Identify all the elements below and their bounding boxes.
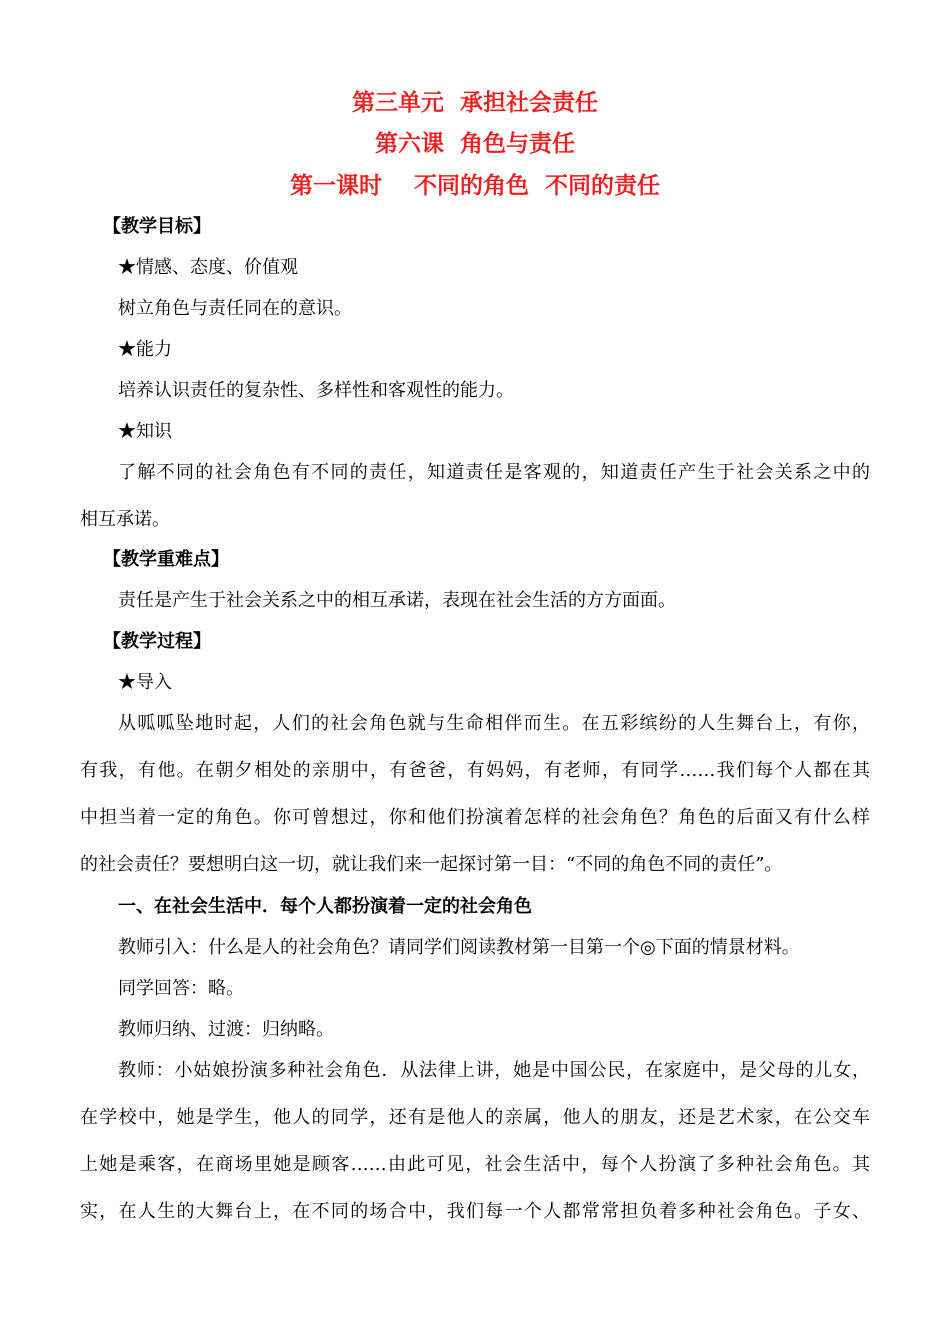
process-heading: 【教学过程】 <box>103 631 211 652</box>
teacher-paragraph-line-4: 实，在人生的大舞台上，在不同的场合中，我们每一个人都常常担负着多种社会角色。子女、 <box>80 1201 870 1222</box>
emotion-text: 树立角色与责任同在的意识。 <box>118 298 352 319</box>
objectives-heading: 【教学目标】 <box>103 216 211 237</box>
key-points-text: 责任是产生于社会关系之中的相互承诺，表现在社会生活的方方面面。 <box>118 590 676 611</box>
knowledge-label: ★知识 <box>118 421 172 442</box>
teacher-paragraph-line-2: 在学校中，她是学生，他人的同学，还有是他人的亲属，他人的朋友，还是艺术家，在公交车 <box>80 1107 870 1128</box>
ability-label: ★能力 <box>118 339 172 360</box>
knowledge-text-line-2: 相互承诺。 <box>80 509 170 530</box>
intro-label: ★导入 <box>118 672 172 693</box>
unit-title: 第三单元 承担社会责任 <box>351 90 598 116</box>
ability-text: 培养认识责任的复杂性、多样性和客观性的能力。 <box>118 380 514 401</box>
teacher-intro: 教师引入：什么是人的社会角色？请同学们阅读教材第一目第一个◎下面的情景材料。 <box>118 937 800 958</box>
intro-paragraph-line-3: 中担当着一定的角色。你可曾想过，你和他们扮演着怎样的社会角色？角色的后面又有什么样 <box>80 807 870 828</box>
lesson-title: 第六课 角色与责任 <box>374 131 575 157</box>
knowledge-text-line-1: 了解不同的社会角色有不同的责任，知道责任是客观的，知道责任产生于社会关系之中的 <box>118 462 870 483</box>
intro-paragraph-line-4: 的社会责任？要想明白这一切，就让我们来一起探讨第一目：“不同的角色不同的责任”。 <box>80 854 783 875</box>
session-title: 第一课时 不同的角色 不同的责任 <box>289 173 661 199</box>
intro-paragraph-line-2: 有我，有他。在朝夕相处的亲朋中，有爸爸，有妈妈，有老师，有同学……我们每个人都在其 <box>80 760 870 781</box>
emotion-label: ★情感、态度、价值观 <box>118 257 298 278</box>
teacher-summary: 教师归纳、过渡：归纳略。 <box>118 1019 334 1040</box>
intro-paragraph-line-1: 从呱呱坠地时起，人们的社会角色就与生命相伴而生。在五彩缤纷的人生舞台上，有你， <box>118 713 870 734</box>
section-1-heading: 一、在社会生活中．每个人都扮演着一定的社会角色 <box>118 896 532 917</box>
teacher-paragraph-line-1: 教师：小姑娘扮演多种社会角色．从法律上讲，她是中国公民，在家庭中，是父母的儿女， <box>118 1060 870 1081</box>
teacher-paragraph-line-3: 上她是乘客，在商场里她是顾客……由此可见，社会生活中，每个人扮演了多种社会角色。其 <box>80 1154 870 1175</box>
student-answer: 同学回答：略。 <box>118 978 244 999</box>
key-points-heading: 【教学重难点】 <box>103 549 229 570</box>
